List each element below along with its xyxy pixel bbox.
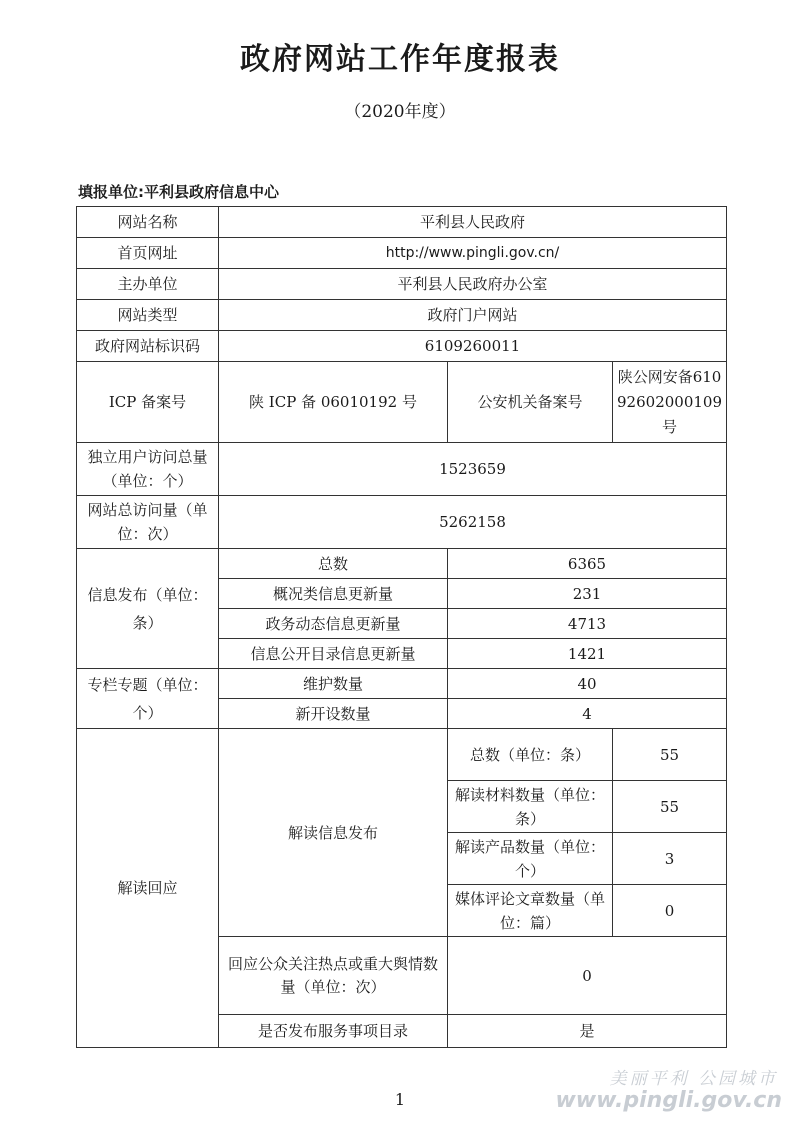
pv-label: 网站总访问量（单位：次） [77,496,219,549]
report-year: （2020年度） [344,102,456,122]
interp-label: 解读回应 [77,729,219,1048]
hotspot-value: 0 [448,937,727,1015]
service-value: 是 [448,1015,727,1048]
icp-value: 陕 ICP 备 06010192 号 [219,362,448,443]
column-new-label: 新开设数量 [219,699,448,729]
pv-value: 5262158 [219,496,727,549]
info-news-label: 政务动态信息更新量 [219,609,448,639]
info-news-value: 4713 [448,609,727,639]
interp-material-value: 55 [613,781,727,833]
site-name-value: 平利县人民政府 [219,207,727,238]
type-label: 网站类型 [77,300,219,331]
column-maint-label: 维护数量 [219,669,448,699]
page-number: 1 [394,1090,406,1109]
report-title: 政府网站工作年度报表 [240,42,560,77]
info-open-label: 信息公开目录信息更新量 [219,639,448,669]
code-label: 政府网站标识码 [77,331,219,362]
column-maint-value: 40 [448,669,727,699]
uv-value: 1523659 [219,443,727,496]
icp-label: ICP 备案号 [77,362,219,443]
code-value: 6109260011 [219,331,727,362]
info-open-value: 1421 [448,639,727,669]
info-overview-value: 231 [448,579,727,609]
interp-media-label: 媒体评论文章数量（单位：篇） [448,885,613,937]
homepage-value: http://www.pingli.gov.cn/ [219,238,727,269]
interp-pub-label: 解读信息发布 [219,729,448,937]
report-table [76,206,727,1048]
hotspot-label: 回应公众关注热点或重大舆情数量（单位：次） [219,937,448,1015]
info-total-value: 6365 [448,549,727,579]
info-total-label: 总数 [219,549,448,579]
interp-media-value: 0 [613,885,727,937]
column-label: 专栏专题（单位：个） [77,669,219,729]
homepage-label: 首页网址 [77,238,219,269]
host-label: 主办单位 [77,269,219,300]
interp-total-value: 55 [613,729,727,781]
psb-value: 陕公网安备61092602000109号 [613,362,727,443]
interp-product-label: 解读产品数量（单位：个） [448,833,613,885]
psb-label: 公安机关备案号 [448,362,613,443]
reporting-unit: 填报单位:平利县政府信息中心 [78,183,279,201]
interp-product-value: 3 [613,833,727,885]
type-value: 政府门户网站 [219,300,727,331]
interp-material-label: 解读材料数量（单位：条） [448,781,613,833]
site-name-label: 网站名称 [77,207,219,238]
service-label: 是否发布服务事项目录 [219,1015,448,1048]
column-new-value: 4 [448,699,727,729]
watermark-url: www.pingli.gov.cn [555,1088,782,1113]
watermark-slogan: 美丽平利 公园城市 [609,1069,778,1089]
host-value: 平利县人民政府办公室 [219,269,727,300]
info-label: 信息发布（单位：条） [77,549,219,669]
interp-total-label: 总数（单位：条） [448,729,613,781]
uv-label: 独立用户访问总量（单位：个） [77,443,219,496]
info-overview-label: 概况类信息更新量 [219,579,448,609]
